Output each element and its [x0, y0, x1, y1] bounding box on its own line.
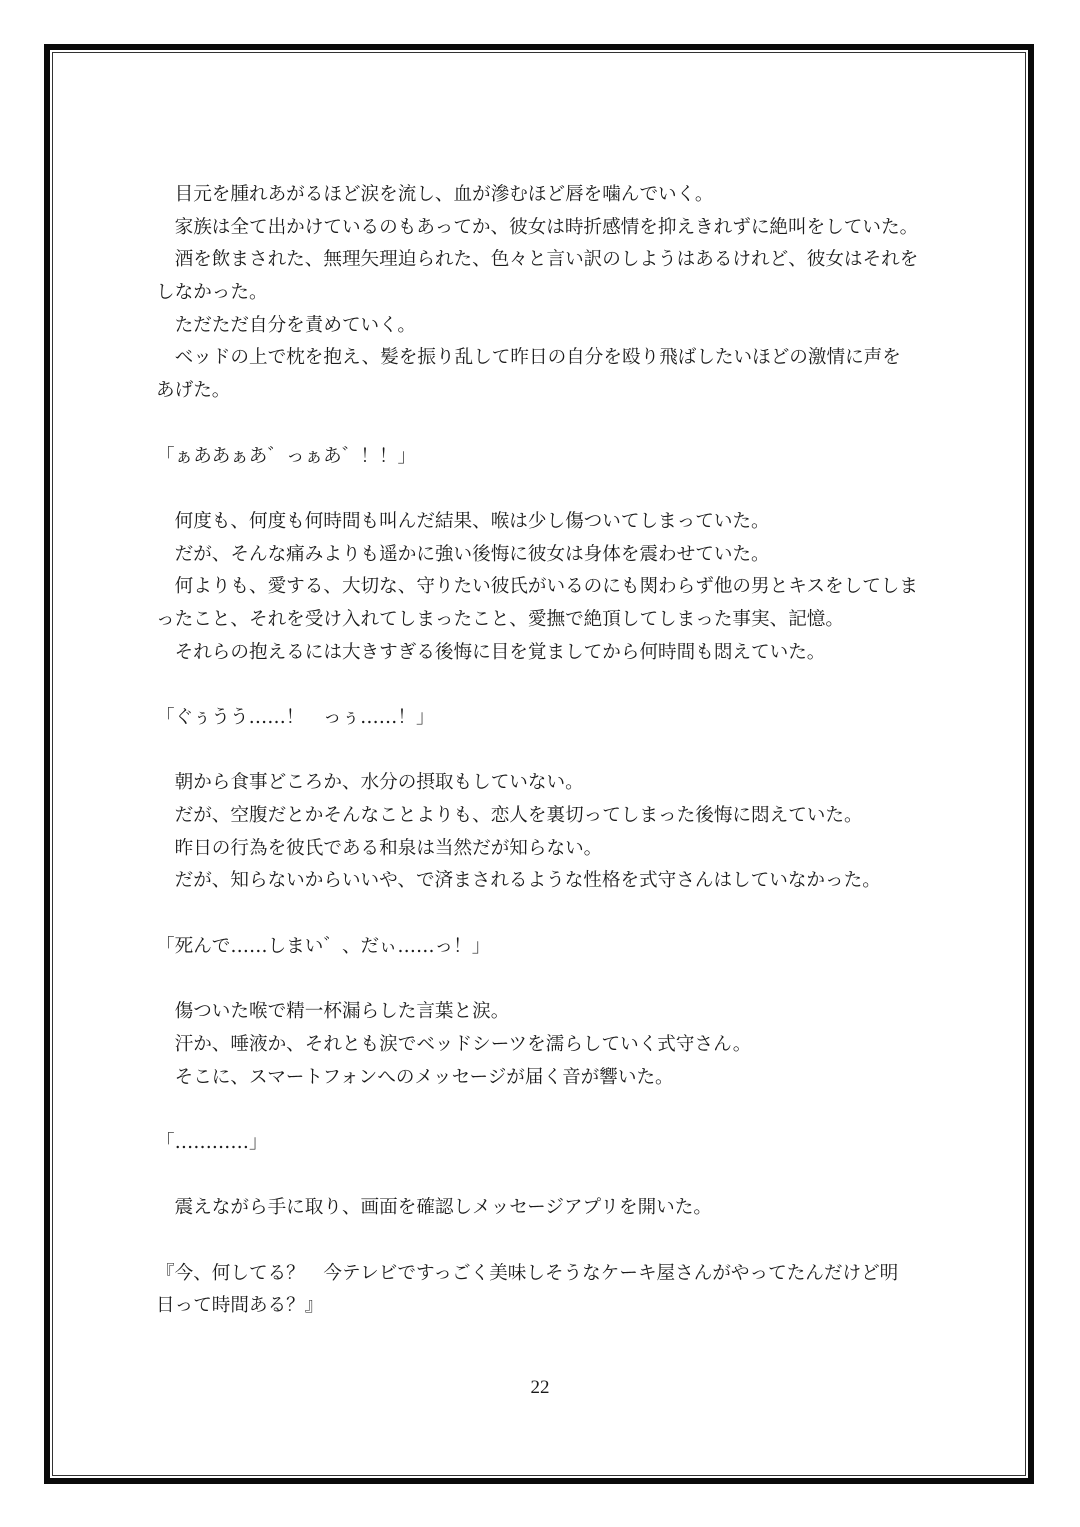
blank-line: [156, 964, 936, 997]
blank-line: [156, 1094, 936, 1127]
text-line: 目元を腫れあがるほど涙を流し、血が滲むほど唇を噛んでいく。: [156, 184, 714, 205]
text-line: そこに、スマートフォンへのメッセージが届く音が響いた。: [156, 1066, 674, 1088]
text-line: しなかった。: [156, 282, 268, 304]
dialogue-line: 「ぁああぁあ゛っぁあ゛！！」: [156, 445, 417, 467]
text-line: 震えながら手に取り、画面を確認しメッセージアプリを開いた。: [156, 1197, 712, 1219]
message-line: 『今、何してる？ 今テレビですっごく美味しそうなケーキ屋さんがやってたんだけど明: [156, 1262, 899, 1284]
text-line: 何度も、何度も何時間も叫んだ結果、喉は少し傷ついてしまっていた。: [156, 510, 770, 532]
blank-line: [156, 735, 936, 768]
text-line: 酒を飲まされた、無理矢理迫られた、色々と言い訳のしようはあるけれど、彼女はそれを: [156, 249, 919, 271]
text-line: 家族は全て出かけているのもあってか、彼女は時折感情を抑えきれずに絶叫をしていた。: [156, 216, 919, 238]
blank-line: [156, 669, 936, 702]
body-text: [156, 179, 936, 1323]
text-line: だが、空腹だとかそんなことよりも、恋人を裏切ってしまった後悔に悶えていた。: [156, 805, 863, 827]
text-line: 朝から食事どころか、水分の摂取もしていない。: [156, 772, 584, 794]
text-line: 昨日の行為を彼氏である和泉は当然だが知らない。: [156, 837, 603, 859]
text-line: だが、そんな痛みよりも遥かに強い後悔に彼女は身体を震わせていた。: [156, 543, 770, 565]
text-line: あげた。: [156, 380, 231, 402]
text-line: 汗か、唾液か、それとも涙でベッドシーツを濡らしていく式守さん。: [156, 1033, 752, 1055]
blank-line: [156, 473, 936, 506]
text-line: ったこと、それを受け入れてしまったこと、愛撫で絶頂してしまった事実、記憶。: [156, 608, 844, 630]
blank-line: [156, 1160, 936, 1193]
text-line: 何よりも、愛する、大切な、守りたい彼氏がいるのにも関わらず他の男とキスをしてしま: [156, 576, 918, 598]
text-line: ただただ自分を責めていく。: [156, 314, 416, 336]
dialogue-line: 「死んで……しまい゛、だぃ……っ！」: [156, 935, 491, 957]
text-line: 傷ついた喉で精一杯漏らした言葉と涙。: [156, 1001, 510, 1023]
message-line: 日って時間ある？』: [156, 1295, 324, 1317]
page-number: 22: [530, 1377, 550, 1398]
blank-line: [156, 898, 936, 931]
dialogue-line: 「ぐぅうう……！ っぅ……！」: [156, 707, 435, 728]
text-line: それらの抱えるには大きすぎる後悔に目を覚ましてから何時間も悶えていた。: [156, 641, 826, 663]
text-line: ベッドの上で枕を抱え、髪を振り乱して昨日の自分を殴り飛ばしたいほどの激情に声を: [156, 347, 901, 369]
text-line: だが、知らないからいいや、で済まされるような性格を式守さんはしていなかった。: [156, 870, 881, 892]
dialogue-line: 「…………」: [156, 1131, 268, 1153]
blank-line: [156, 1225, 936, 1258]
blank-line: [156, 408, 936, 441]
